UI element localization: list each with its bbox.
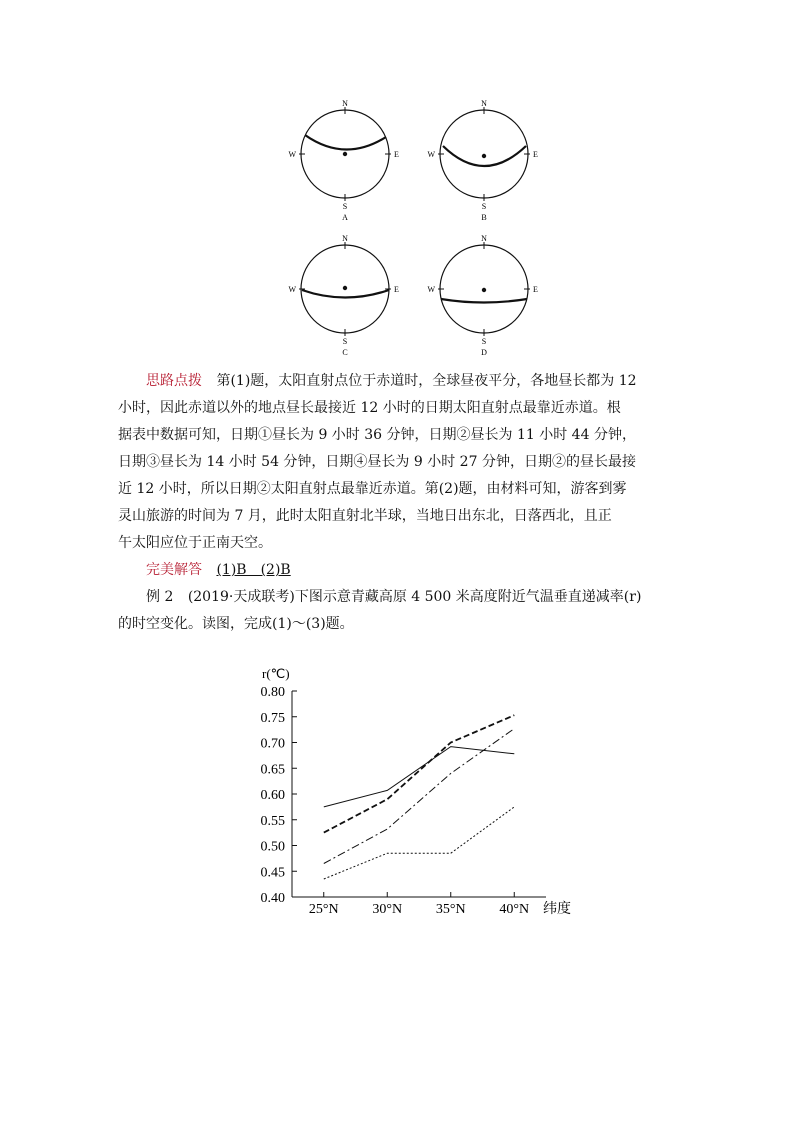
y-tick-label: 0.40 <box>260 891 285 906</box>
x-tick-label: 25°N <box>308 902 339 917</box>
panel-b-n-label: N <box>481 99 487 108</box>
answer-line <box>118 557 678 584</box>
analysis-line-4: 日期③昼长为 14 小时 54 分钟，日期④昼长为 9 小时 27 分钟，日期②的昼长最接 <box>118 454 636 470</box>
x-tick-label: 40°N <box>499 902 530 917</box>
y-tick-label: 0.50 <box>260 839 285 855</box>
chart-axes <box>261 685 547 917</box>
series-line-solid <box>324 747 515 807</box>
panel-d-n-label: N <box>481 234 487 243</box>
panel-d-s-label: S <box>481 337 487 346</box>
example-label: 例 2 <box>146 589 174 605</box>
analysis-text-1: 第(1)题，太阳直射点位于赤道时，全球昼夜平分，各地昼长都为 12 <box>216 373 637 389</box>
panel-c-e-label: E <box>394 285 399 294</box>
lapse-rate-chart <box>0 640 794 940</box>
panel-b-id-label: B <box>481 213 487 222</box>
panel-a-w-label: W <box>288 150 296 159</box>
y-tick-label: 0.45 <box>260 865 285 881</box>
sun-path-panel-a <box>288 99 399 222</box>
analysis-line-5: 近 12 小时，所以日期②太阳直射点最靠近赤道。第(2)题，由材料可知，游客到雾 <box>118 481 627 497</box>
y-tick-label: 0.70 <box>260 736 285 752</box>
sun-path-panel-d <box>427 234 538 357</box>
panel-c-n-label: N <box>342 234 348 243</box>
y-tick-label: 0.55 <box>260 813 285 829</box>
panel-d-w-label: W <box>427 285 435 294</box>
analysis-line-6: 灵山旅游的时间为 7 月，此时太阳直射北半球，当地日出东北，日落西北，且正 <box>118 508 612 524</box>
panel-b-center-dot <box>482 154 486 158</box>
answer-value: (1)B (2)B <box>216 562 291 578</box>
x-axis-title: 纬度 <box>543 902 571 917</box>
panel-a-n-label: N <box>342 99 348 108</box>
x-tick-label: 30°N <box>372 902 403 917</box>
chart-series <box>324 715 515 879</box>
panel-c-id-label: C <box>342 348 348 357</box>
y-tick-label: 0.60 <box>260 788 285 803</box>
y-axis-title: r(℃) <box>262 666 290 681</box>
analysis-block <box>118 368 678 638</box>
analysis-line-1 <box>118 368 678 395</box>
panel-a-id-label: A <box>342 213 348 222</box>
y-tick-label: 0.80 <box>260 685 285 700</box>
analysis-line-3: 据表中数据可知，日期①昼长为 9 小时 36 分钟，日期②昼长为 11 小时 44 分钟， <box>118 427 636 443</box>
panel-a-center-dot <box>343 152 347 156</box>
example-text-1: (2019·天成联考)下图示意青藏高原 4 500 米高度附近气温垂直递减率(r) <box>187 589 642 605</box>
series-line-dashed <box>324 715 515 832</box>
panel-b-s-label: S <box>481 202 487 211</box>
panel-a-sun-arc <box>305 135 386 150</box>
panel-b-w-label: W <box>427 150 435 159</box>
example-line-1 <box>118 584 678 611</box>
panel-c-w-label: W <box>288 285 296 294</box>
y-tick-label: 0.65 <box>260 762 285 778</box>
panel-c-s-label: S <box>342 337 348 346</box>
series-line-dashdot <box>324 729 515 864</box>
y-tick-label: 0.75 <box>260 710 285 726</box>
analysis-line-7: 午太阳应位于正南天空。 <box>118 535 272 551</box>
analysis-label: 思路点拨 <box>146 373 202 389</box>
panel-c-sun-arc <box>302 290 389 298</box>
answer-label: 完美解答 <box>146 562 202 578</box>
panel-c-center-dot <box>343 286 347 290</box>
panel-a-s-label: S <box>342 202 348 211</box>
example-line-2: 的时空变化。读图，完成(1)～(3)题。 <box>118 616 354 632</box>
x-tick-label: 35°N <box>435 902 466 917</box>
panel-d-id-label: D <box>481 348 487 357</box>
panel-d-sun-arc <box>441 299 527 303</box>
analysis-line-2: 小时，因此赤道以外的地点昼长最接近 12 小时的日期太阳直射点最靠近赤道。根 <box>118 400 621 416</box>
panel-d-e-label: E <box>533 285 538 294</box>
sun-path-figure <box>0 0 794 370</box>
sun-path-panel-c <box>288 234 399 357</box>
panel-d-center-dot <box>482 288 486 292</box>
sun-path-panel-b <box>427 99 538 222</box>
panel-b-e-label: E <box>533 150 538 159</box>
panel-a-e-label: E <box>394 150 399 159</box>
